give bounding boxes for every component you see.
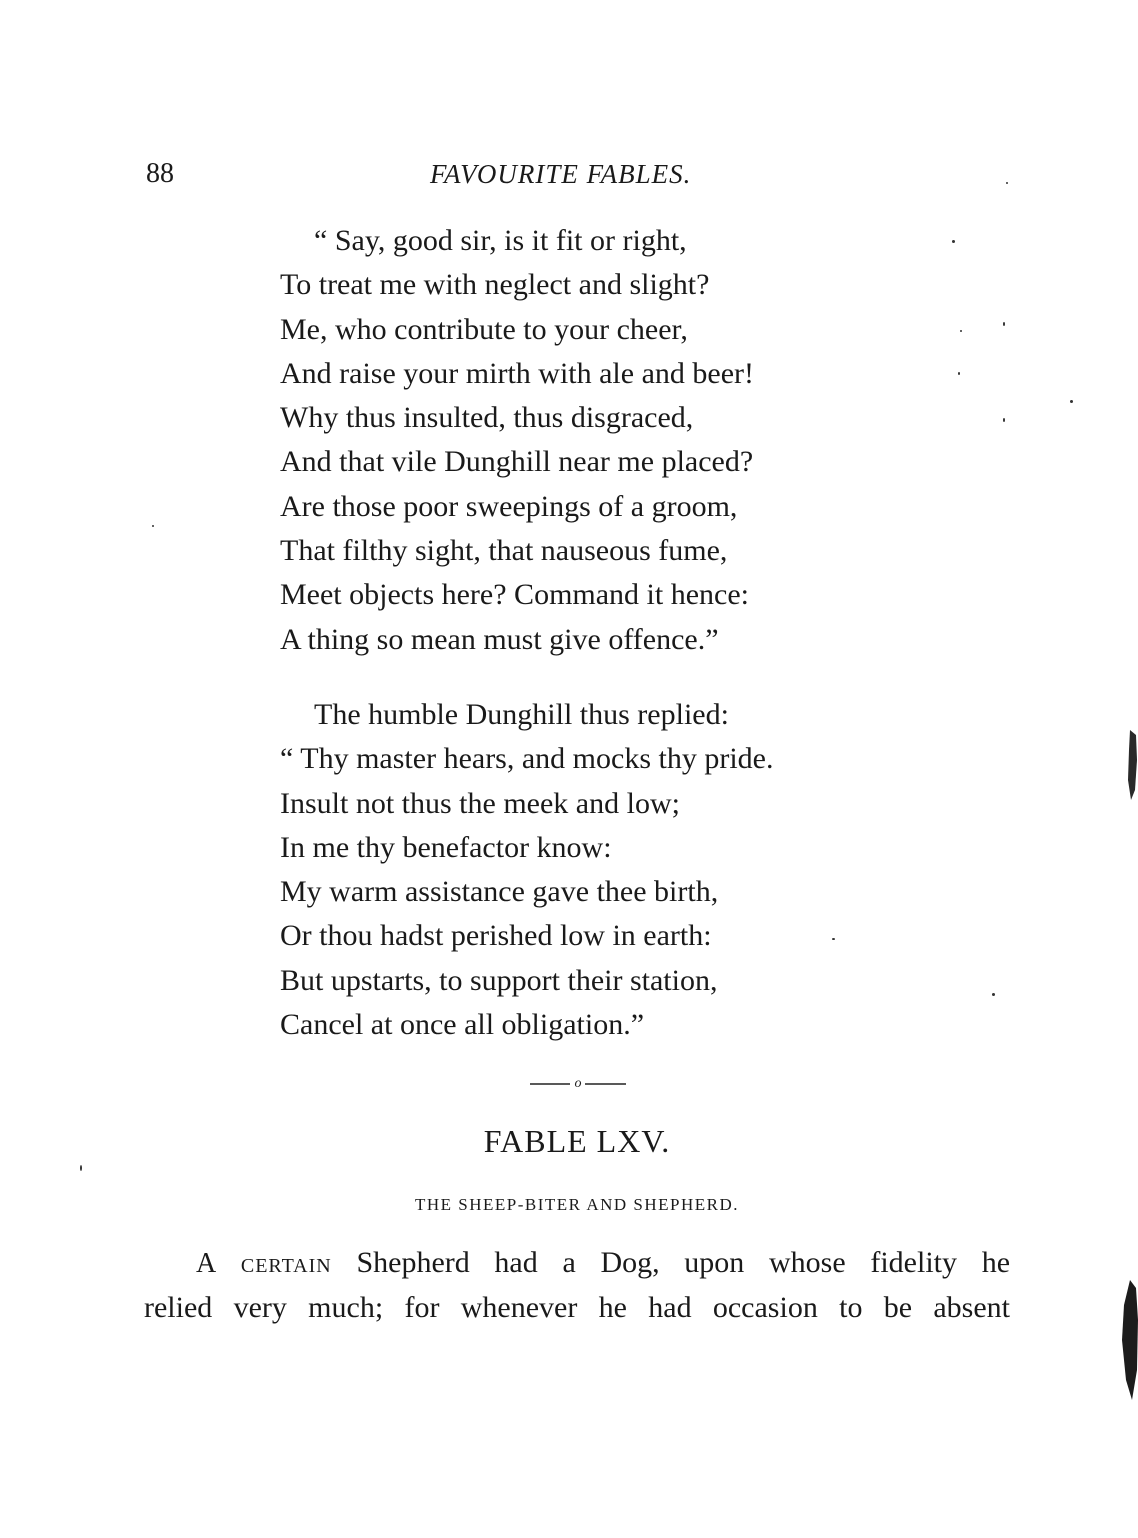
fable-body — [144, 1240, 1010, 1330]
poem-line: Me, who contribute to your cheer, — [280, 312, 688, 346]
scan-speck — [1006, 182, 1008, 184]
prose-line: relied very much; for whenever he had occasion to be absent — [144, 1291, 1010, 1324]
prose-line — [144, 1240, 1010, 1285]
fable-heading: FABLE LXV. — [483, 1123, 671, 1159]
poem-line: Are those poor sweepings of a groom, — [280, 489, 738, 523]
poem-line: That filthy sight, that nauseous fume, — [280, 534, 728, 568]
opening-small-caps: A certain — [196, 1248, 332, 1279]
poem-line: Cancel at once all obligation.” — [280, 1008, 645, 1042]
scan-speck — [152, 525, 154, 527]
scan-speck — [80, 1165, 82, 1171]
poem-line: Meet objects here? Command it hence: — [280, 578, 749, 612]
scan-speck — [1003, 322, 1005, 326]
poem-stanza-2 — [280, 693, 773, 1047]
scan-speck — [1003, 418, 1005, 422]
poem-line: Or thou hadst perished low in earth: — [280, 919, 712, 953]
poem-line: Insult not thus the meek and low; — [280, 786, 680, 820]
scan-speck — [832, 938, 835, 940]
fable-subtitle: THE SHEEP-BITER AND SHEPHERD. — [414, 1195, 739, 1214]
prose-line-rest: Shepherd had a Dog, upon whose fidelity he — [356, 1246, 1011, 1279]
poem-line: My warm assistance gave thee birth, — [280, 875, 719, 909]
poem-line: Why thus insulted, thus disgraced, — [280, 401, 694, 435]
poem-line: The humble Dunghill thus replied: — [314, 698, 729, 731]
page-number: 88 — [146, 158, 174, 189]
poem-line: And that vile Dunghill near me placed? — [280, 445, 754, 479]
poem-stanza-1 — [280, 219, 754, 662]
scan-speck — [960, 330, 962, 332]
page-edge-mark — [1120, 730, 1138, 800]
running-title: FAVOURITE FABLES. — [430, 159, 692, 189]
divider-ornament: o — [574, 1076, 582, 1091]
scan-speck — [958, 372, 960, 375]
scan-speck — [952, 240, 955, 243]
poem-line: To treat me with neglect and slight? — [280, 268, 710, 302]
poem-line: “ Thy master hears, and mocks thy pride. — [280, 742, 774, 776]
section-divider — [530, 1072, 626, 1092]
scan-speck — [992, 993, 995, 996]
poem-line: But upstarts, to support their station, — [280, 963, 718, 997]
scan-speck — [1070, 400, 1073, 403]
poem-line: And raise your mirth with ale and beer! — [280, 356, 755, 390]
page-edge-mark — [1112, 1280, 1138, 1400]
poem-line: In me thy benefactor know: — [280, 830, 612, 864]
poem-line: “ Say, good sir, is it fit or right, — [314, 224, 687, 257]
poem-line: A thing so mean must give offence.” — [280, 622, 719, 656]
